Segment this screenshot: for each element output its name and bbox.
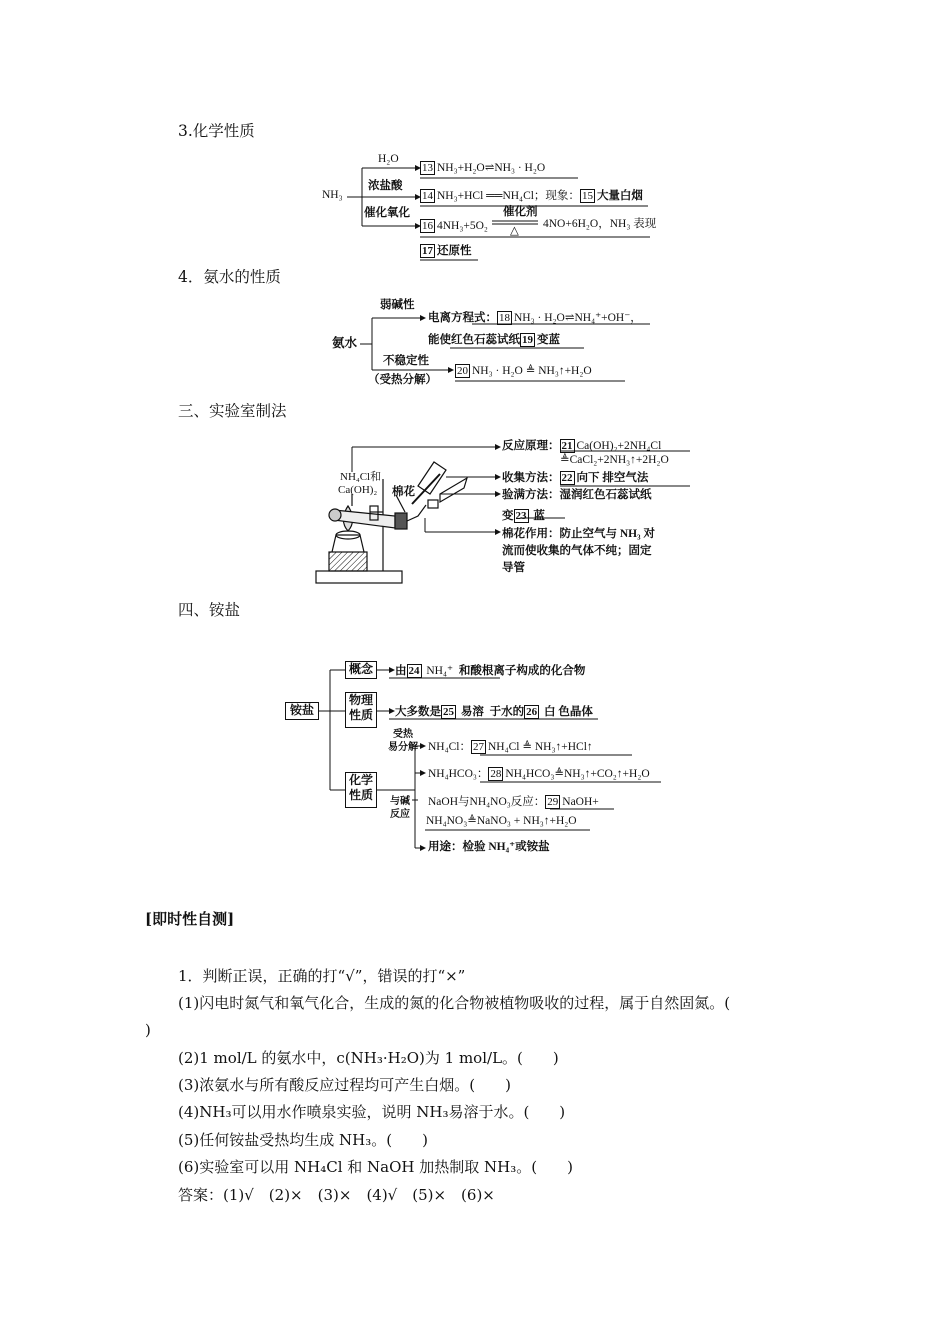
- principle-line-2: ≜CaCl₂+2NH₃↑+2H₂O: [560, 454, 669, 466]
- ammonia-water-root: 氨水: [332, 336, 358, 350]
- reaction-14: 14 NH₃+HCl ══NH₄Cl；现象： 15 大量白烟: [422, 190, 643, 202]
- branch-hcl-label: 浓盐酸: [368, 180, 403, 192]
- cotton-purpose-1: 棉花作用：防止空气与 NH₃ 对: [502, 528, 655, 540]
- heat-decomp-label-2: 易分解: [388, 742, 418, 753]
- branch-oxidation-label: 催化氧化: [364, 207, 410, 219]
- catalyst-label: 催化剂: [503, 206, 538, 218]
- principle-line-1: 反应原理： 21 Ca(OH)₂+2NH₄Cl: [502, 440, 662, 452]
- section-title-lab-prep: 三、实验室制法: [178, 402, 287, 420]
- litmus-line: 能使红色石蕊试纸 19 变蓝: [428, 334, 560, 346]
- reaction-29-line-2: NH₄NO₃≜NaNO₃ + NH₃↑+H₂O: [426, 815, 577, 827]
- quiz-item-3: (3)浓氨水与所有酸反应过程均可产生白烟。( ): [178, 1076, 511, 1094]
- reaction-20: 20 NH₃ · H₂O ≜ NH₃↑+H₂O: [457, 365, 592, 377]
- heat-symbol: △: [510, 225, 519, 237]
- reagent-label-2: Ca(OH)₂: [338, 484, 378, 496]
- quiz-intro: 1．判断正误，正确的打“√”，错误的打“×”: [178, 967, 466, 985]
- quiz-heading: [即时性自测]: [145, 910, 235, 928]
- quiz-item-1: (1)闪电时氮气和氧气化合，生成的氮的化合物被植物吸收的过程，属于自然固氮。(: [178, 994, 731, 1012]
- quiz-item-6: (6)实验室可以用 NH₄Cl 和 NaOH 加热制取 NH₃。( ): [178, 1158, 573, 1176]
- cotton-label: 棉花: [392, 486, 415, 498]
- reaction-16: 16 4NH₃+5O₂: [422, 220, 488, 232]
- ionization-line: 电离方程式： 18 NH₃ · H₂O⇌NH₄⁺+OH⁻，: [428, 312, 642, 324]
- reaction-16-products: 4NO+6H₂O，NH₃ 表现: [543, 218, 657, 230]
- reaction-29: NaOH与NH₄NO₃反应： 29 NaOH+: [428, 796, 599, 808]
- full-check-line-2: 变 23 蓝: [502, 510, 545, 522]
- base-reaction-label-2: 反应: [390, 809, 410, 820]
- quiz-item-5: (5)任何铵盐受热均生成 NH₃。( ): [178, 1131, 428, 1149]
- quiz-item-4: (4)NH₃可以用水作喷泉实验，说明 NH₃易溶于水。( ): [178, 1103, 566, 1121]
- concept-text: 由 24 NH₄⁺ 和酸根离子构成的化合物: [395, 665, 586, 677]
- reaction-13: 13 NH₃+H₂O⇌NH₃ · H₂O: [422, 162, 546, 174]
- reagent-label-1: NH₄Cl和: [340, 471, 382, 483]
- section-title-ammonia-water: 4．氨水的性质: [178, 268, 281, 286]
- decomposition-sub: （受热分解）: [368, 374, 437, 386]
- collection-method: 收集方法： 22 向下 排空气法: [502, 472, 649, 484]
- cotton-purpose-2: 流而使收集的气体不纯；固定: [502, 545, 652, 557]
- nh3-root: NH₃: [322, 189, 343, 201]
- quiz-item-1-cont: ): [145, 1021, 151, 1039]
- quiz-item-2: (2)1 mol/L 的氨水中，c(NH₃·H₂O)为 1 mol/L。( ): [178, 1049, 559, 1067]
- use-text: 用途：检验 NH₄⁺或铵盐: [428, 841, 550, 853]
- reaction-27: NH₄Cl： 27 NH₄Cl ≜ NH₃↑+HCl↑: [428, 741, 593, 753]
- full-check-method: 验满方法：湿润红色石蕊试纸: [502, 489, 652, 501]
- reaction-17: 17 还原性: [422, 245, 472, 257]
- physical-box: 物理 性质: [345, 692, 377, 728]
- base-reaction-label-1: 与碱: [390, 796, 410, 807]
- reaction-28: NH₄HCO₃： 28 NH₄HCO₃≜NH₃↑+CO₂↑+H₂O: [428, 768, 650, 780]
- cotton-purpose-3: 导管: [502, 562, 525, 574]
- weak-base-label: 弱碱性: [380, 299, 415, 311]
- chemical-box: 化学 性质: [345, 772, 377, 808]
- quiz-answer: 答案：(1)√ (2)× (3)× (4)√ (5)× (6)×: [178, 1186, 495, 1204]
- section-title-chemical-properties: 3.化学性质: [178, 122, 255, 140]
- physical-text: 大多数是 25 易溶 于水的 26 白 色晶体: [395, 706, 593, 718]
- heat-decomp-label-1: 受热: [393, 729, 413, 740]
- ammonium-root: 铵盐: [285, 702, 319, 720]
- concept-box: 概念: [345, 661, 377, 679]
- branch-h2o-label: H₂O: [378, 153, 399, 165]
- instability-label: 不稳定性: [383, 355, 429, 367]
- section-title-ammonium-salts: 四、铵盐: [178, 601, 241, 619]
